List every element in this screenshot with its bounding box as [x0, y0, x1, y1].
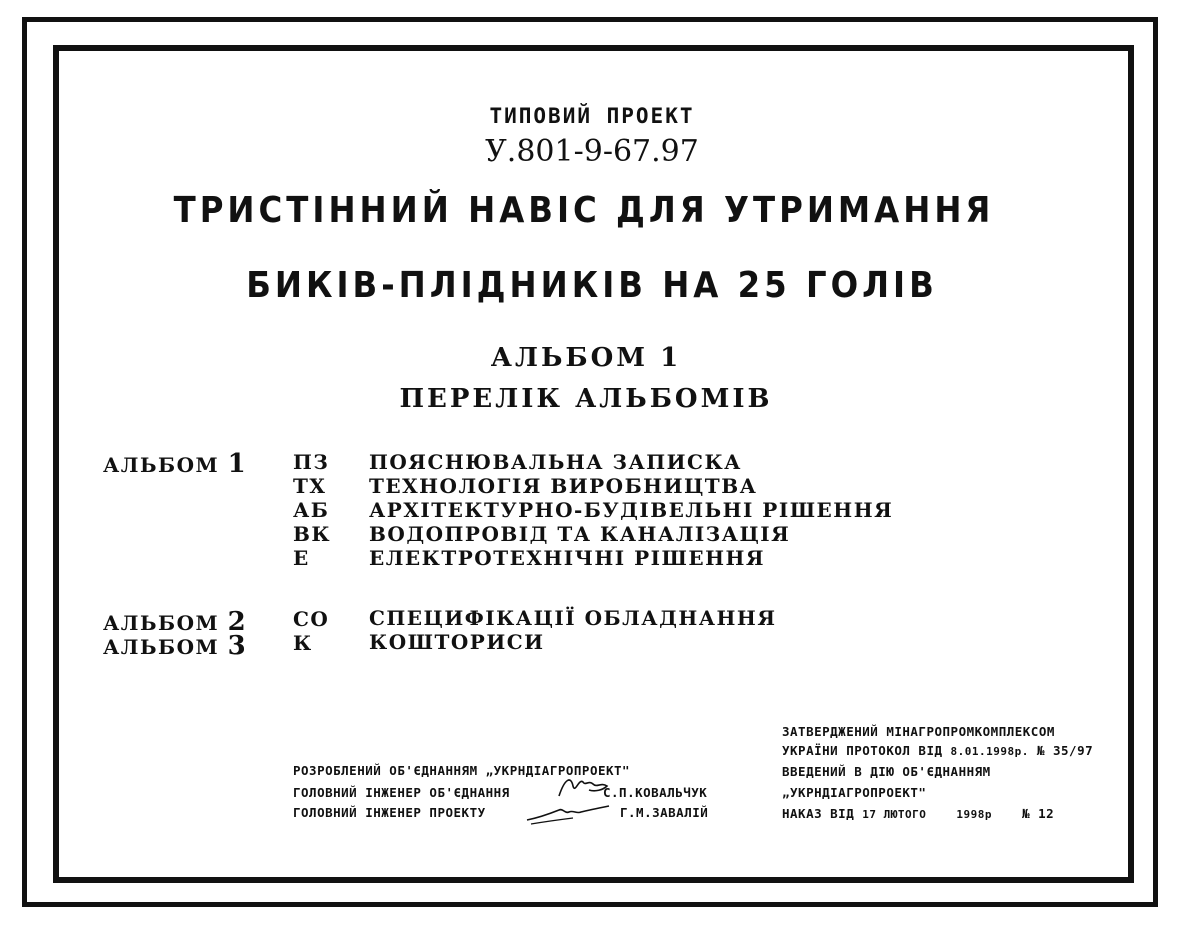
- order-line: [782, 806, 1054, 821]
- section-code: ПЗ: [293, 450, 330, 474]
- protocol-text: УКРАЇНИ ПРОТОКОЛ ВІД: [782, 743, 943, 758]
- chief-engineer-association-role: ГОЛОВНИЙ ІНЖЕНЕР ОБ'ЄДНАННЯ: [293, 785, 510, 800]
- project-number: У.801-9-67.97: [485, 134, 699, 169]
- introduced-by: ВВЕДЕНИЙ В ДІЮ ОБ'ЄДНАННЯМ: [782, 764, 991, 779]
- order-number: № 12: [1022, 806, 1055, 821]
- signature-zavaliy: [523, 800, 613, 828]
- section-name: ПОЯСНЮВАЛЬНА ЗАПИСКА: [369, 450, 742, 474]
- section-name: СПЕЦИФІКАЦІЇ ОБЛАДНАННЯ: [369, 606, 777, 630]
- section-code: ТХ: [293, 474, 327, 498]
- title-line1: ТРИСТІННИЙ НАВІС ДЛЯ УТРИМАННЯ: [173, 190, 995, 231]
- protocol-date: 8.01.1998р.: [950, 745, 1029, 758]
- order-year: 1998р: [956, 808, 993, 821]
- organization-name: „УКРНДІАГРОПРОЕКТ": [782, 785, 927, 800]
- project-label: ТИПОВИЙ ПРОЕКТ: [489, 104, 695, 128]
- section-code: АБ: [293, 498, 330, 522]
- chief-engineer-project-role: ГОЛОВНИЙ ІНЖЕНЕР ПРОЕКТУ: [293, 805, 486, 820]
- section-name: АРХІТЕКТУРНО-БУДІВЕЛЬНІ РІШЕННЯ: [369, 498, 894, 522]
- developed-by: РОЗРОБЛЕНИЙ ОБ'ЄДНАННЯМ „УКРНДІАГРОПРОЕКТ": [293, 763, 631, 778]
- order-text: НАКАЗ ВІД: [782, 806, 855, 821]
- section-name: ЕЛЕКТРОТЕХНІЧНІ РІШЕННЯ: [369, 546, 766, 570]
- list-title: ПЕРЕЛІК АЛЬБОМІВ: [399, 384, 773, 414]
- protocol-number: № 35/97: [1036, 743, 1094, 758]
- album-label-text: АЛЬБОМ: [103, 611, 220, 635]
- section-code: СО: [293, 607, 330, 631]
- album-label-text: АЛЬБОМ: [103, 453, 220, 477]
- album-heading: АЛЬБОМ 1: [490, 343, 682, 373]
- approved-by: ЗАТВЕРДЖЕНИЙ МІНАГРОПРОМКОМПЛЕКСОМ: [782, 724, 1055, 739]
- album-1-label: [103, 449, 247, 479]
- title-line2: БИКІВ-ПЛІДНИКІВ НА 25 ГОЛІВ: [246, 265, 938, 306]
- signature-kovalchuk: [555, 772, 615, 800]
- section-code: ВК: [293, 522, 332, 546]
- protocol-line: [782, 743, 1093, 758]
- section-name: КОШТОРИСИ: [369, 630, 545, 654]
- album-number: 1: [227, 449, 248, 479]
- album-number: 3: [227, 631, 248, 661]
- chief-engineer-project-name: Г.М.ЗАВАЛІЙ: [620, 805, 709, 820]
- order-date: 17 ЛЮТОГО: [862, 808, 927, 821]
- section-code: К: [293, 631, 313, 655]
- chief-engineer-association-name: С.П.КОВАЛЬЧУК: [603, 785, 708, 800]
- section-name: ТЕХНОЛОГІЯ ВИРОБНИЦТВА: [369, 474, 758, 498]
- album-label-text: АЛЬБОМ: [103, 635, 220, 659]
- section-name: ВОДОПРОВІД ТА КАНАЛІЗАЦІЯ: [369, 522, 791, 546]
- section-code: Е: [293, 546, 310, 570]
- album-number: 2: [227, 607, 248, 637]
- album-3-label: [103, 631, 247, 661]
